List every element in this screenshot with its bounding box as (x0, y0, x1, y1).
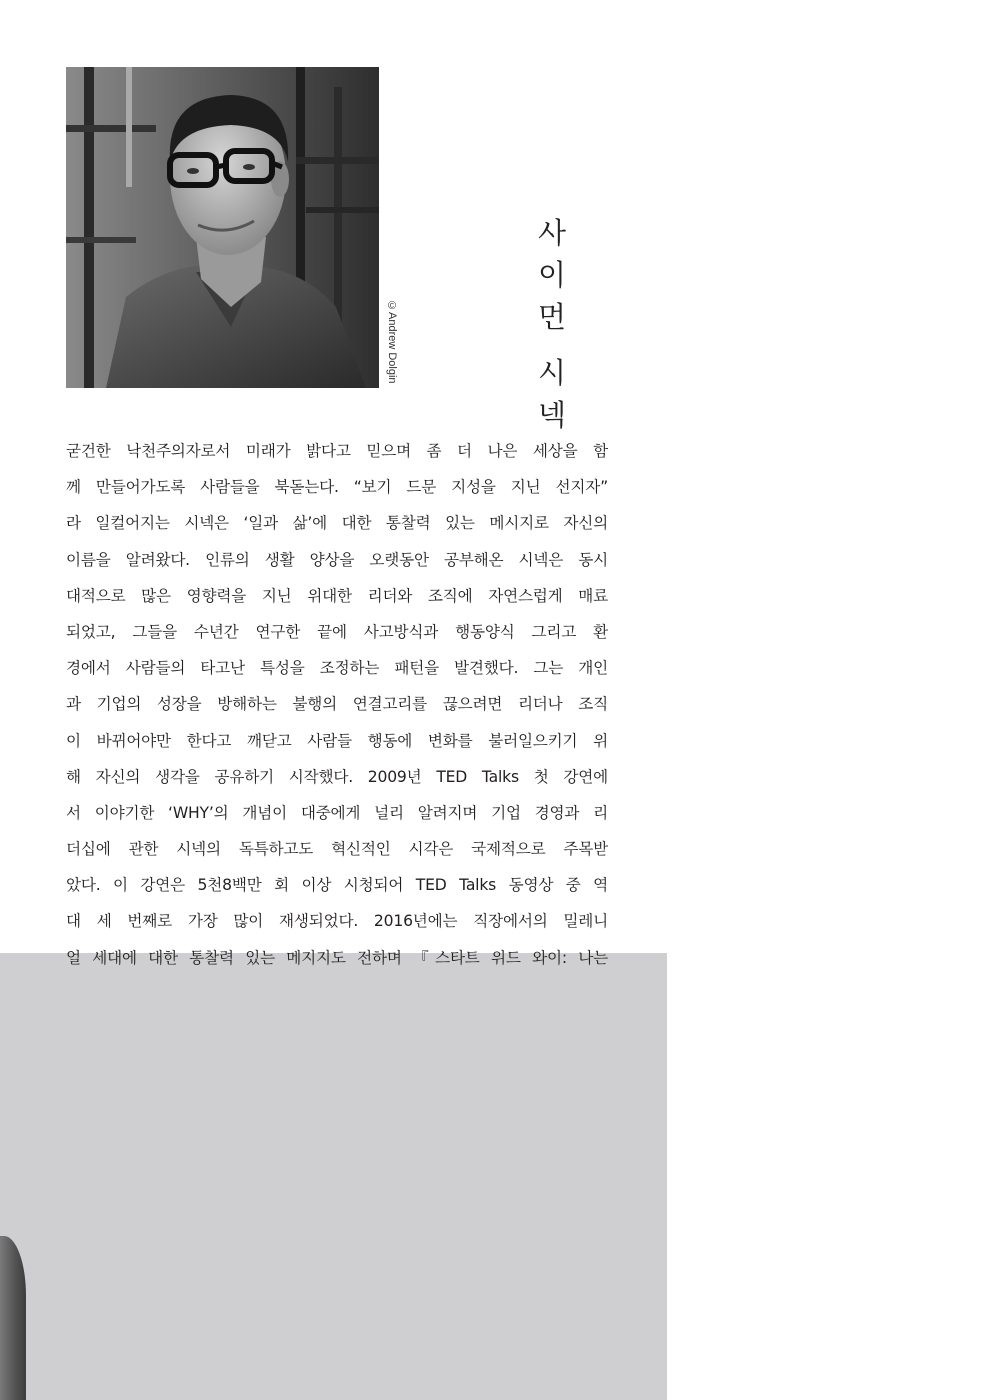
bio-line: 되었고, 그들을 수년간 연구한 끝에 사고방식과 행동양식 그리고 환 (66, 622, 608, 641)
author-name-char: 넥 (537, 398, 566, 432)
bio-line: 대적으로 많은 영향력을 지닌 위대한 리더와 조직에 자연스럽게 매료 (66, 586, 608, 605)
bio-line: 이름을 알려왔다. 인류의 생활 양상을 오랫동안 공부해온 시넥은 동시 (66, 550, 608, 569)
author-name-char: 먼 (537, 300, 566, 334)
author-name-char: 시 (537, 356, 566, 390)
bio-line: 경에서 사람들의 타고난 특성을 조정하는 패턴을 발견했다. 그는 개인 (66, 659, 608, 678)
bio-line: 얼 세대에 대한 통찰력 있는 메지지도 전하며 『스타트 위드 와이: 나는 (66, 948, 608, 967)
bio-line: 았다. 이 강연은 5천8백만 회 이상 시청되어 TED Talks 동영상 중 역 (66, 876, 608, 895)
photo-credit: ©Andrew Dolgin (386, 300, 398, 384)
bio-line: 이 바뀌어야만 한다고 깨닫고 사람들 행동에 변화를 불러일으키기 위 (66, 731, 608, 750)
bio-line: 서 이야기한 ‘WHY’의 개념이 대중에게 널리 알려지며 기업 경영과 리 (66, 803, 608, 822)
bio-line: 더십에 관한 시넥의 독특하고도 혁신적인 시각은 국제적으로 주목받 (66, 840, 608, 859)
bio-line: 해 자신의 생각을 공유하기 시작했다. 2009년 TED Talks 첫 강연에 (66, 767, 608, 786)
author-portrait-image (66, 67, 379, 388)
author-bio (66, 433, 608, 976)
author-name-char: 이 (537, 258, 566, 292)
bio-line: 대 세 번째로 가장 많이 재생되었다. 2016년에는 직장에서의 밀레니 (66, 912, 608, 931)
author-name-char: 사 (537, 216, 566, 250)
bio-line: 굳건한 낙천주의자로서 미래가 밝다고 믿으며 좀 더 나은 세상을 함 (66, 442, 608, 460)
bio-line: 과 기업의 성장을 방해하는 불행의 연결고리를 끊으려면 리더나 조직 (66, 695, 608, 714)
author-photo (66, 67, 379, 388)
bio-line: 께 만들어가도록 사람들을 북돋는다. “보기 드문 지성을 지닌 선지자” (66, 478, 608, 497)
gray-background-panel (0, 953, 667, 1400)
author-name-vertical (532, 216, 572, 432)
bio-line: 라 일컬어지는 시넥은 ‘일과 삶’에 대한 통찰력 있는 메시지로 자신의 (66, 514, 608, 533)
